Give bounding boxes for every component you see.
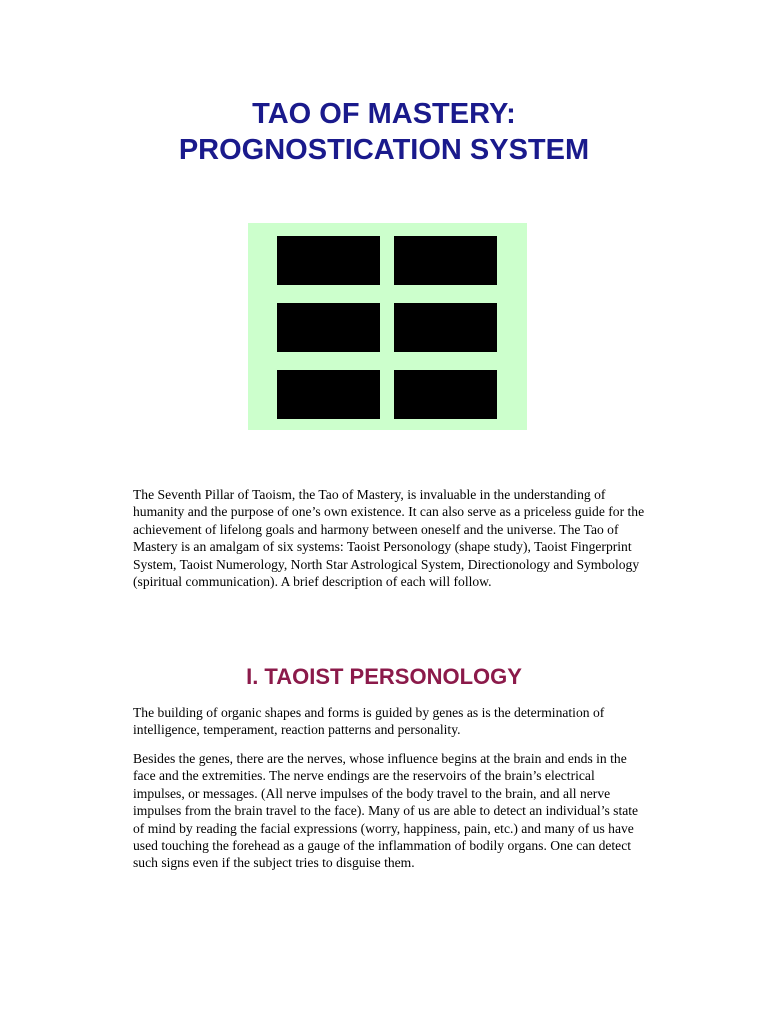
hexagram-line-3-right bbox=[394, 370, 497, 419]
hexagram-line-3-left bbox=[277, 370, 380, 419]
hexagram-line-1-right bbox=[394, 236, 497, 285]
hexagram-line-2-right bbox=[394, 303, 497, 352]
section-heading-taoist-personology: I. TAOIST PERSONOLOGY bbox=[246, 664, 522, 689]
hexagram-figure bbox=[248, 223, 527, 430]
document-title-line-1: TAO OF MASTERY: bbox=[252, 98, 516, 130]
hexagram-line-1-left bbox=[277, 236, 380, 285]
document-title-line-2: PROGNOSTICATION SYSTEM bbox=[178, 134, 590, 166]
intro-paragraph: The Seventh Pillar of Taoism, the Tao of Mastery, is invaluable in the understanding of humanity and the purpose of one’s own existence. It can also serve as a priceless guide for the achievement of lifelong goals and harmony between oneself and the universe. The Tao of Mastery is an amalgam of six systems: Taoist Personology (shape study), Taoist Fingerprint System, Taoist Numerology, North Star Astrological System, Directionology and Symbology (spiritual communication). A brief description of each will follow. bbox=[133, 487, 645, 590]
body-paragraph: The building of organic shapes and forms is guided by genes as is the determination of intelligence, temperament, reaction patterns and personality. bbox=[133, 705, 605, 738]
body-paragraph: Besides the genes, there are the nerves, whose influence begins at the brain and ends in the face and the extremities. The nerve endings are the reservoirs of the brain’s electrical impulses, or messages. (All nerve impulses of the body travel to the brain, and all nerve impulses from the brain travel to the face). Many of us are able to detect an individual’s state of mind by reading the facial expressions (worry, happiness, pain, etc.) and many of us have used touching the forehead as a gauge of the inflammation of bodily organs. One can detect such signs even if the subject tries to disguise them. bbox=[133, 751, 639, 871]
hexagram-line-2-left bbox=[277, 303, 380, 352]
